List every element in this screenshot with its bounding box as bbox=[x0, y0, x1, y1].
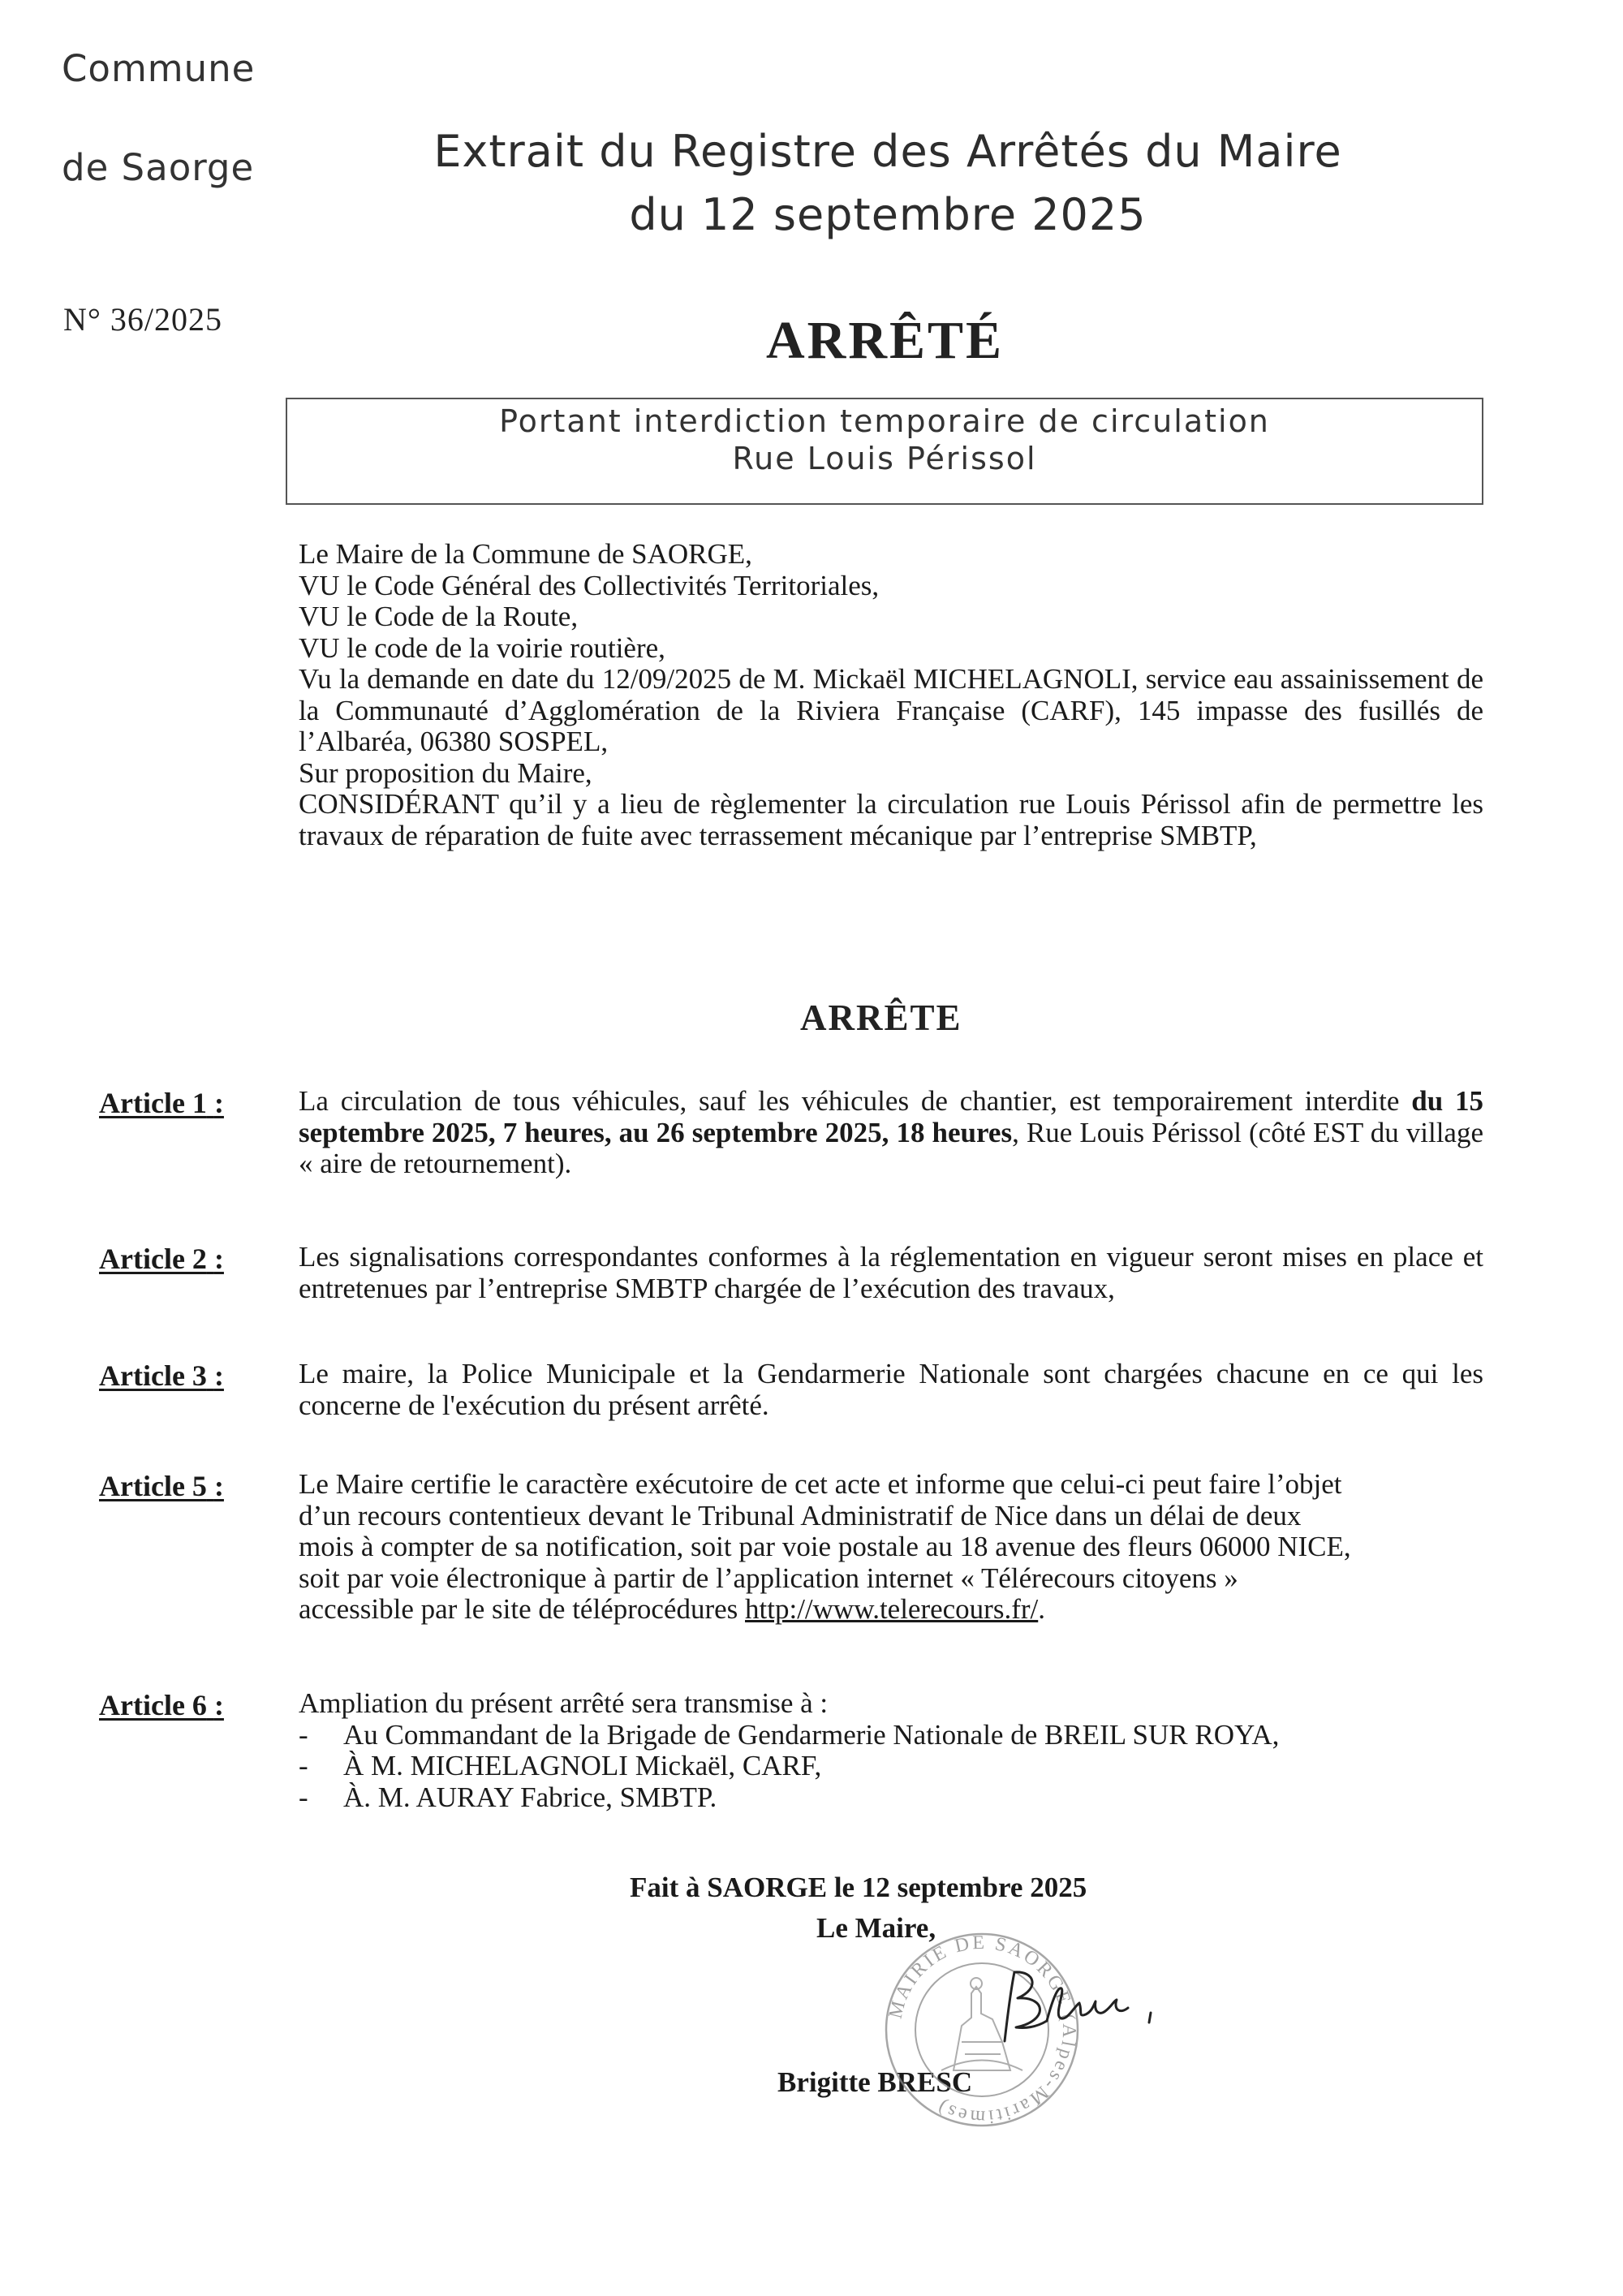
article-5-text: Le Maire certifie le caractère exécutoire de cet acte et informe que celui-ci peut faire l’objet d’un recours contentieux devant le Tribunal Administratif de Nice dans un délai de deux mois à compter de sa notification, soit par voie postale au 18 avenue des fleurs 06000 NICE, soit par voie électronique à partir de l’application internet « Télérecours citoyens » accessible par le site de téléprocédures http://www.telerecours.fr/. bbox=[299, 1468, 1351, 1625]
handwritten-signature bbox=[990, 1964, 1160, 2061]
article-1-dates: du 15 septembre 2025, 7 heures, au 26 septembre 2025, 18 heures bbox=[299, 1085, 1483, 1148]
object-line2: Rue Louis Périssol bbox=[732, 441, 1037, 476]
list-item: - À M. MICHELAGNOLI Mickaël, CARF, bbox=[299, 1750, 822, 1781]
object-box bbox=[286, 398, 1483, 505]
signature-role: Le Maire, bbox=[816, 1912, 936, 1944]
register-title-line2: du 12 septembre 2025 bbox=[629, 189, 1147, 240]
preamble-line2: VU le Code Général des Collectivités Territoriales, bbox=[299, 569, 880, 601]
preamble-request: Vu la demande en date du 12/09/2025 de M. Mickaël MICHELAGNOLI, service eau assainissement de la Communauté d’Agglomération de la Riviera Française (CARF), 145 impasse des fusillés de l’Albaréa, 06380 SOSPEL, bbox=[299, 663, 1483, 757]
preamble-proposition: Sur proposition du Maire, bbox=[299, 756, 592, 789]
signature-place-date: Fait à SAORGE le 12 septembre 2025 bbox=[630, 1872, 1087, 1903]
article-6-intro: Ampliation du présent arrêté sera transmise à : bbox=[299, 1687, 829, 1719]
article-5-label: Article 5 : bbox=[99, 1470, 224, 1502]
register-title bbox=[401, 120, 1375, 247]
signature-name: Brigitte BRESC bbox=[777, 2066, 973, 2098]
article-1-label: Article 1 : bbox=[99, 1087, 224, 1119]
list-item: - Au Commandant de la Brigade de Gendarmerie Nationale de BREIL SUR ROYA, bbox=[299, 1718, 1280, 1751]
preamble-line4: VU le code de la voirie routière, bbox=[299, 631, 665, 664]
preamble-line1: Le Maire de la Commune de SAORGE, bbox=[299, 538, 752, 570]
list-item: - À. M. AURAY Fabrice, SMBTP. bbox=[299, 1781, 717, 1813]
article-3-text: Le maire, la Police Municipale et la Gendarmerie Nationale sont chargées chacune en ce qui les concerne de l'exécution du présent arrêté. bbox=[299, 1358, 1483, 1421]
preamble bbox=[299, 539, 1483, 851]
preamble-line3: VU le Code de la Route, bbox=[299, 601, 579, 632]
arrete-heading: ARRÊTE bbox=[800, 997, 962, 1038]
seal-text: MAIRIE DE SAORGE (Alpes-Maritimes) bbox=[885, 1932, 1080, 2128]
article-2-label: Article 2 : bbox=[99, 1243, 224, 1275]
arrete-title: ARRÊTÉ bbox=[766, 311, 1005, 370]
commune-label-line1: Commune bbox=[62, 47, 256, 90]
object-line1: Portant interdiction temporaire de circulation bbox=[499, 403, 1270, 439]
commune-label-line2: de Saorge bbox=[62, 146, 255, 189]
arrete-number: N° 36/2025 bbox=[63, 301, 222, 338]
article-1-text: La circulation de tous véhicules, sauf les véhicules de chantier, est temporairement interdite du 15 septembre 2025, 7 heures, au 26 septembre 2025, 18 heures, Rue Louis Périssol (côté EST du village « aire de retournement). bbox=[299, 1085, 1484, 1179]
article-6-label: Article 6 : bbox=[99, 1689, 224, 1721]
article-2-text: Les signalisations correspondantes conformes à la réglementation en vigueur seront mises en place et entretenues par l’entreprise SMBTP chargée de l’exécution des travaux, bbox=[299, 1241, 1483, 1304]
telerecours-link[interactable]: http://www.telerecours.fr/ bbox=[745, 1593, 1039, 1625]
article-6-text bbox=[299, 1688, 1483, 1813]
preamble-considerant: CONSIDÉRANT qu’il y a lieu de règlementer la circulation rue Louis Périssol afin de permettre les travaux de réparation de fuite avec terrassement mécanique par l’entreprise SMBTP, bbox=[299, 788, 1483, 851]
article-3-label: Article 3 : bbox=[99, 1359, 224, 1392]
register-title-line1: Extrait du Registre des Arrêtés du Maire bbox=[433, 126, 1342, 177]
